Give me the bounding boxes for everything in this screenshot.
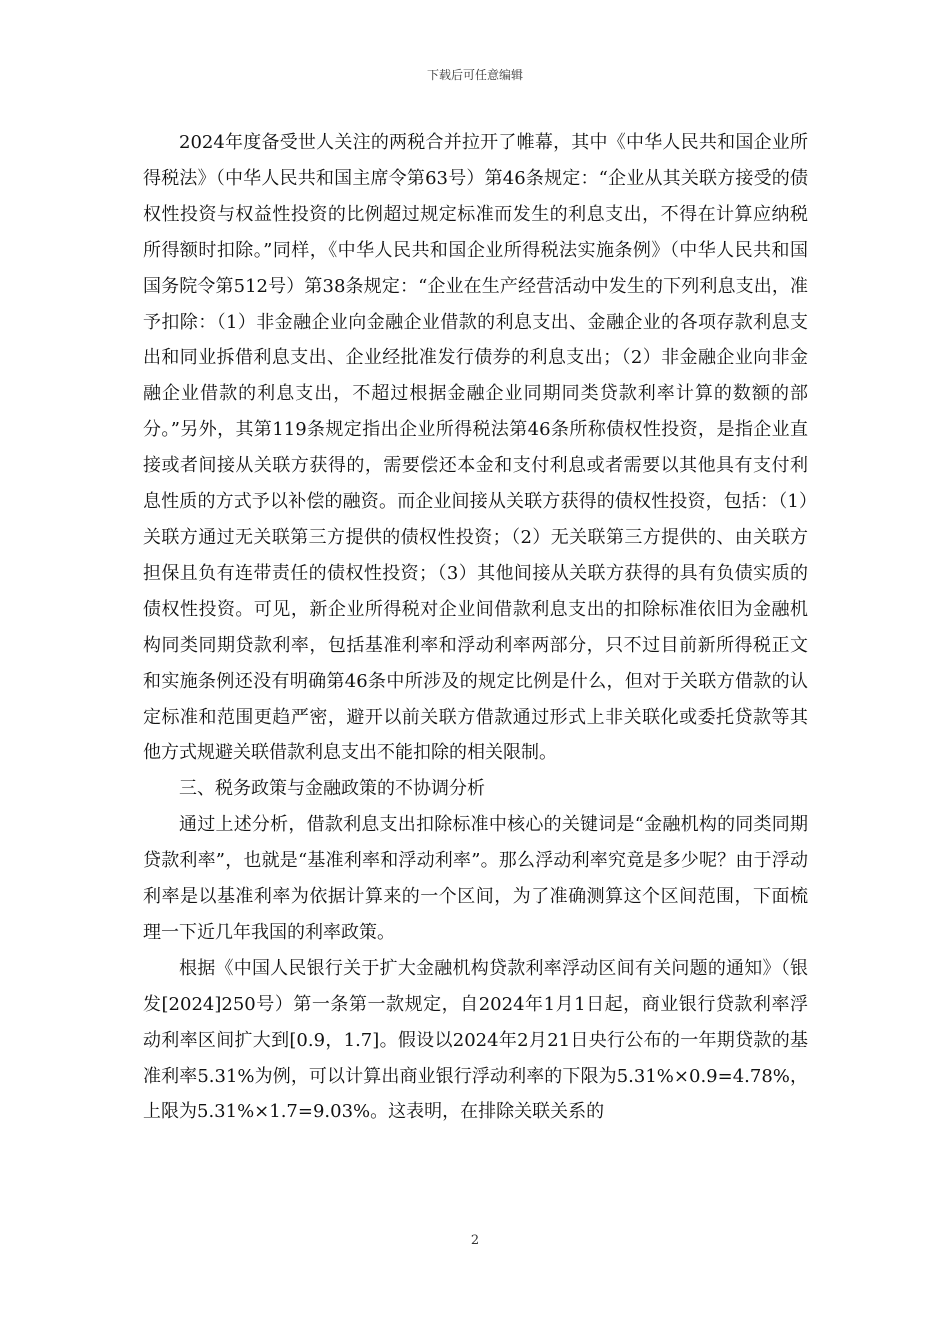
page-number: 2 — [470, 1233, 480, 1248]
paragraph-interest-rate: 根据《中国人民银行关于扩大金融机构贷款利率浮动区间有关问题的通知》（银发[2024]250号）第一条第一款规定，自2024年1月1日起，商业银行贷款利率浮动利率区间扩大到[0.9，1.7]。假设以2024年2月21日央行公布的一年期贷款的基准利率5.31%为例，可以计算出商业银行浮动利率的下限为5.31%×0.9=4.78%，上限为5.31%×1.7=9.03%。这表明，在排除关联关系的 — [143, 957, 808, 1123]
paragraph-analysis: 通过上述分析，借款利息支出扣除标准中核心的关键词是“金融机构的同类同期贷款利率”，也就是“基准利率和浮动利率”。那么浮动利率究竟是多少呢？由于浮动利率是以基准利率为依据计算来的一个区间，为了准确测算这个区间范围，下面梳理一下近几年我国的利率政策。 — [143, 814, 808, 943]
section-heading: 三、税务政策与金融政策的不协调分析 — [179, 778, 485, 800]
paragraph-tax-law: 2024年度备受世人关注的两税合并拉开了帷幕，其中《中华人民共和国企业所得税法》（中华人民共和国主席令第63号）第46条规定：“企业从其关联方接受的债权性投资与权益性投资的比例超过规定标准而发生的利息支出，不得在计算应纳税所得额时扣除。”同样，《中华人民共和国企业所得税法实施条例》（中华人民共和国国务院令第512号）第38条规定：“企业在生产经营活动中发生的下列利息支出，准予扣除：（1）非金融企业向金融企业借款的利息支出、金融企业的各项存款利息支出和同业拆借利息支出、企业经批准发行债券的利息支出；（2）非金融企业向非金融企业借款的利息支出，不超过根据金融企业同期同类贷款利率计算的数额的部分。”另外，其第119条规定指出企业所得税法第46条所称债权性投资，是指企业直接或者间接从关联方获得的，需要偿还本金和支付利息或者需要以其他具有支付利息性质的方式予以补偿的融资。而企业间接从关联方获得的债权性投资，包括：（1）关联方通过无关联第三方提供的债权性投资；（2）无关联第三方提供的、由关联方担保且负有连带责任的债权性投资；（3）其他间接从关联方获得的具有负债实质的债权性投资。可见，新企业所得税对企业间借款利息支出的扣除标准依旧为金融机构同类同期贷款利率，包括基准利率和浮动利率两部分，只不过目前新所得税正文和实施条例还没有明确第46条中所涉及的规定比例是什么，但对于关联方借款的认定标准和范围更趋严密，避开以前关联方借款通过形式上非关联化或委托贷款等其他方式规避关联借款利息支出不能扣除的相关限制。 — [143, 132, 808, 764]
page-header: 下载后可任意编辑 — [426, 68, 523, 82]
document-body — [143, 125, 808, 1130]
